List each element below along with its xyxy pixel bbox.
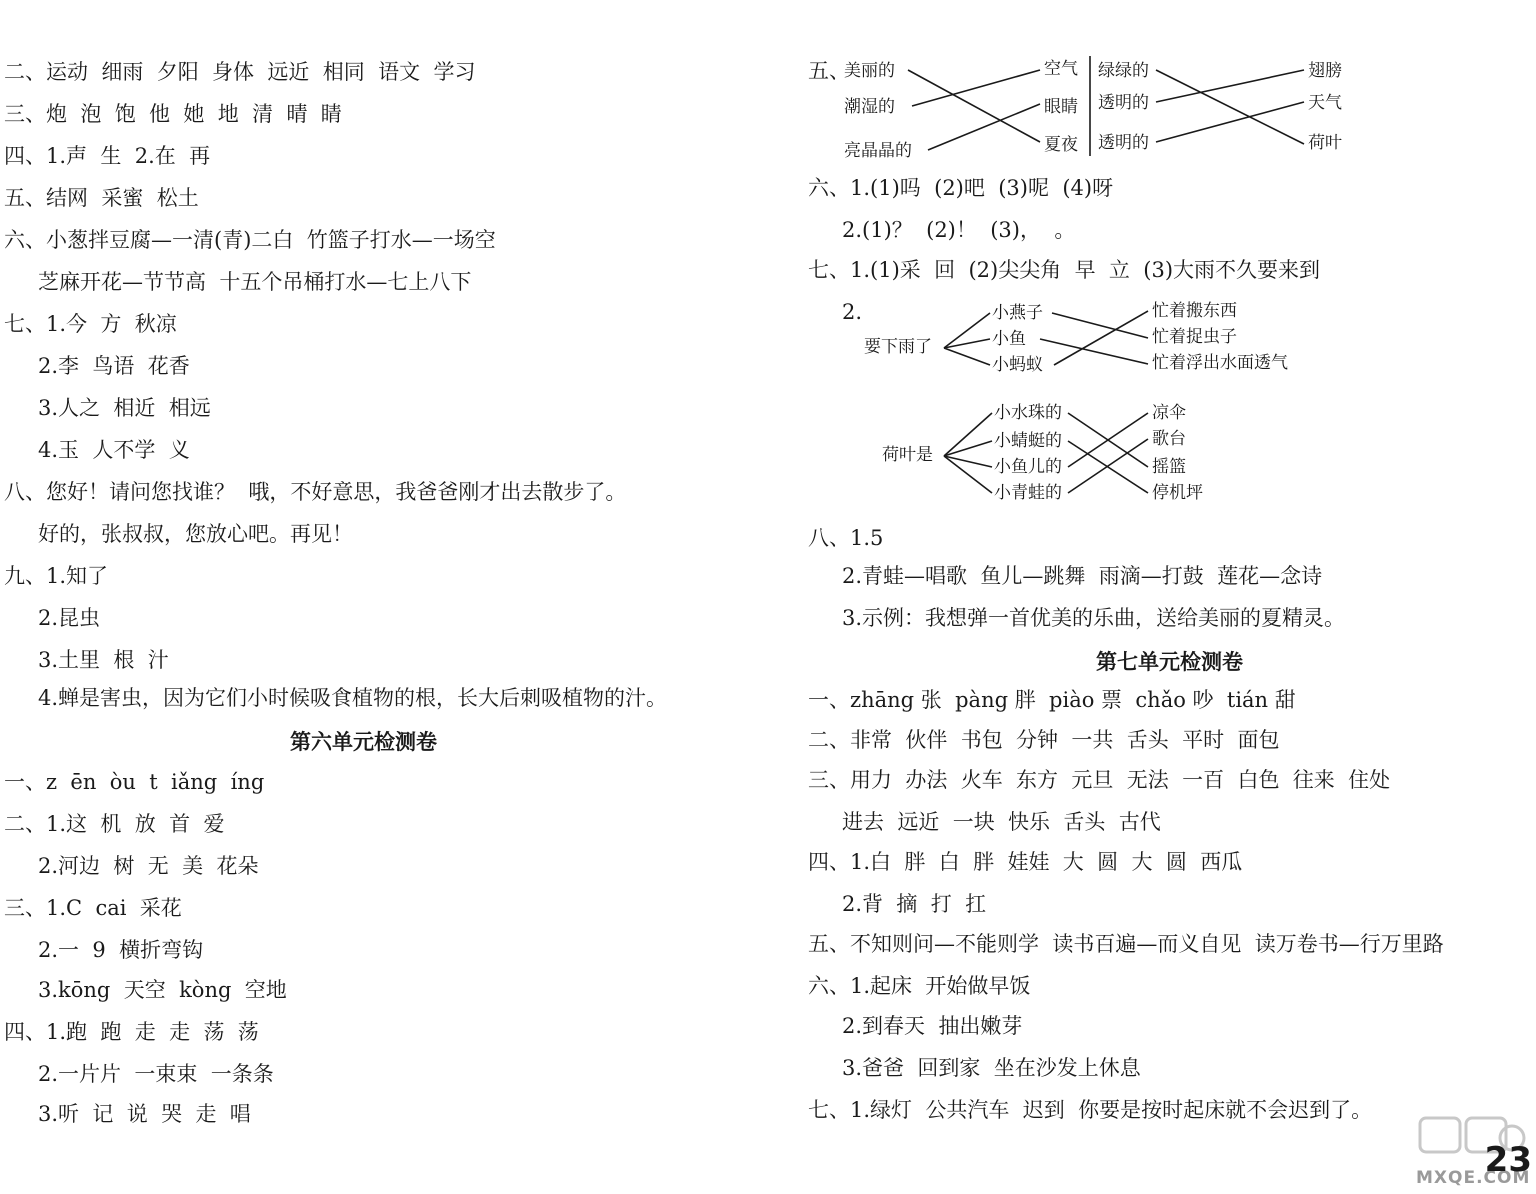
answer-line: 3.听 记 说 哭 走 唱 xyxy=(38,1102,251,1126)
match-right-item: 荷叶 xyxy=(1308,133,1342,153)
watermark-text: MXQE.COM xyxy=(1416,1168,1531,1188)
tree-root: 荷叶是 xyxy=(882,445,933,465)
tree-mid-item: 小鱼 xyxy=(992,329,1026,349)
answer-line: 3.爸爸 回到家 坐在沙发上休息 xyxy=(842,1056,1141,1080)
answer-line: 七、1.今 方 秋凉 xyxy=(4,312,177,336)
left-column xyxy=(0,0,750,1194)
match-right-item: 夏夜 xyxy=(1044,135,1078,155)
answer-line: 四、1.跑 跑 走 走 荡 荡 xyxy=(4,1020,259,1044)
match-right-item: 眼睛 xyxy=(1044,97,1078,117)
tree-right-item: 忙着浮出水面透气 xyxy=(1152,353,1288,373)
answer-line: 四、1.白 胖 白 胖 娃娃 大 圆 大 圆 西瓜 xyxy=(808,850,1243,874)
branch-line xyxy=(944,413,992,456)
match-line xyxy=(912,70,1040,106)
tree-mid-item: 小水珠的 xyxy=(994,403,1062,423)
match-left-item: 透明的 xyxy=(1098,133,1149,153)
answer-line: 三、1.C cai 采花 xyxy=(4,896,182,920)
answer-line: 五、不知则问—不能则学 读书百遍—而义自见 读万卷书—行万里路 xyxy=(808,932,1444,956)
answer-line: 2.李 鸟语 花香 xyxy=(38,354,190,378)
tree-right-item: 忙着搬东西 xyxy=(1152,301,1237,321)
match-left-item: 美丽的 xyxy=(844,61,895,81)
match-left-item: 透明的 xyxy=(1098,93,1149,113)
page-number: 23 xyxy=(1484,1140,1532,1180)
answer-line: 六、小葱拌豆腐—一清(青)二白 竹篮子打水—一场空 xyxy=(4,228,496,252)
answer-line: 2. xyxy=(842,300,863,324)
right-column xyxy=(808,0,1531,1194)
answer-line: 2.一片片 一束束 一条条 xyxy=(38,1062,274,1086)
tree-right-item: 忙着捉虫子 xyxy=(1152,327,1237,347)
answer-line: 七、1.绿灯 公共汽车 迟到 你要是按时起床就不会迟到了。 xyxy=(808,1098,1373,1122)
branch-diagram-1 xyxy=(864,296,1324,380)
match-right-item: 翅膀 xyxy=(1308,61,1342,81)
answer-line: 二、非常 伙伴 书包 分钟 一共 舌头 平时 面包 xyxy=(808,728,1280,752)
tree-lines xyxy=(864,296,1324,380)
match-left-item: 绿绿的 xyxy=(1098,61,1149,81)
branch-diagram-2 xyxy=(882,398,1282,508)
answer-line: 三、炮 泡 饱 他 她 地 清 晴 睛 xyxy=(4,102,342,126)
answer-line: 芝麻开花—节节高 十五个吊桶打水—七上八下 xyxy=(38,270,472,294)
tree-right-item: 歌台 xyxy=(1152,429,1186,449)
answer-line: 3.kōng 天空 kòng 空地 xyxy=(38,978,287,1002)
match-line xyxy=(1054,311,1148,365)
answer-line: 九、1.知了 xyxy=(4,564,109,588)
tree-mid-item: 小蜻蜓的 xyxy=(994,431,1062,451)
answer-line: 2.昆虫 xyxy=(38,606,101,630)
answer-line: 2.背 摘 打 扛 xyxy=(842,892,987,916)
match-line xyxy=(1156,70,1304,102)
match-line xyxy=(1052,313,1148,338)
branch-line xyxy=(944,348,990,365)
match-left-item: 亮晶晶的 xyxy=(844,141,912,161)
answer-line: 3.人之 相近 相远 xyxy=(38,396,211,420)
question-number: 五、 xyxy=(808,59,850,83)
tree-root: 要下雨了 xyxy=(864,337,932,357)
match-right-item: 天气 xyxy=(1308,93,1342,113)
answer-line: 3.示例：我想弹一首优美的乐曲，送给美丽的夏精灵。 xyxy=(842,606,1346,630)
answer-line: 一、zhāng 张 pàng 胖 piào 票 chǎo 吵 tián 甜 xyxy=(808,688,1296,712)
answer-line: 2.青蛙—唱歌 鱼儿—跳舞 雨滴—打鼓 莲花—念诗 xyxy=(842,564,1323,588)
answer-line: 3.土里 根 汁 xyxy=(38,648,169,672)
match-lines xyxy=(808,52,1408,162)
answer-line: 二、1.这 机 放 首 爱 xyxy=(4,812,225,836)
match-line xyxy=(1156,102,1304,142)
tree-lines xyxy=(882,398,1282,508)
answer-line: 2.到春天 抽出嫩芽 xyxy=(842,1014,1023,1038)
answer-line: 2.一 9 横折弯钩 xyxy=(38,938,204,962)
answer-line: 进去 远近 一块 快乐 舌头 古代 xyxy=(842,810,1161,834)
answer-line: 2.河边 树 无 美 花朵 xyxy=(38,854,259,878)
tree-right-item: 凉伞 xyxy=(1152,403,1186,423)
answer-line: 六、1.起床 开始做早饭 xyxy=(808,974,1031,998)
answer-line: 二、运动 细雨 夕阳 身体 远近 相同 语文 学习 xyxy=(4,60,476,84)
tree-mid-item: 小鱼儿的 xyxy=(994,457,1062,477)
tree-mid-item: 小蚂蚁 xyxy=(992,355,1043,375)
match-line xyxy=(1156,70,1304,144)
answer-line: 2.(1)？ (2)！ (3)， 。 xyxy=(842,218,1076,242)
section-title-unit6: 第六单元检测卷 xyxy=(290,730,437,754)
tree-mid-item: 小青蛙的 xyxy=(994,483,1062,503)
answer-line: 三、用力 办法 火车 东方 元旦 无法 一百 白色 往来 住处 xyxy=(808,768,1391,792)
tree-right-item: 停机坪 xyxy=(1152,483,1203,503)
answer-line: 八、1.5 xyxy=(808,526,884,550)
match-right-item: 空气 xyxy=(1044,59,1078,79)
matching-diagram-q5 xyxy=(808,52,1408,162)
answer-line: 六、1.(1)吗 (2)吧 (3)呢 (4)呀 xyxy=(808,176,1114,200)
tree-mid-item: 小燕子 xyxy=(992,303,1043,323)
match-left-item: 潮湿的 xyxy=(844,97,895,117)
answer-line: 四、1.声 生 2.在 再 xyxy=(4,144,211,168)
answer-line: 4.蝉是害虫，因为它们小时候吸食植物的根，长大后刺吸植物的汁。 xyxy=(38,686,668,710)
tree-right-item: 摇篮 xyxy=(1152,457,1186,477)
answer-line: 八、您好！请问您找谁？ 哦，不好意思，我爸爸刚才出去散步了。 xyxy=(4,480,627,504)
answer-line: 好的，张叔叔，您放心吧。再见！ xyxy=(38,522,353,546)
section-title-unit7: 第七单元检测卷 xyxy=(1096,650,1243,674)
answer-line: 五、结网 采蜜 松土 xyxy=(4,186,199,210)
answer-line: 4.玉 人不学 义 xyxy=(38,438,190,462)
answer-line: 一、z ēn òu t iǎng íng xyxy=(4,770,265,794)
answer-line: 七、1.(1)采 回 (2)尖尖角 早 立 (3)大雨不久要来到 xyxy=(808,258,1321,282)
